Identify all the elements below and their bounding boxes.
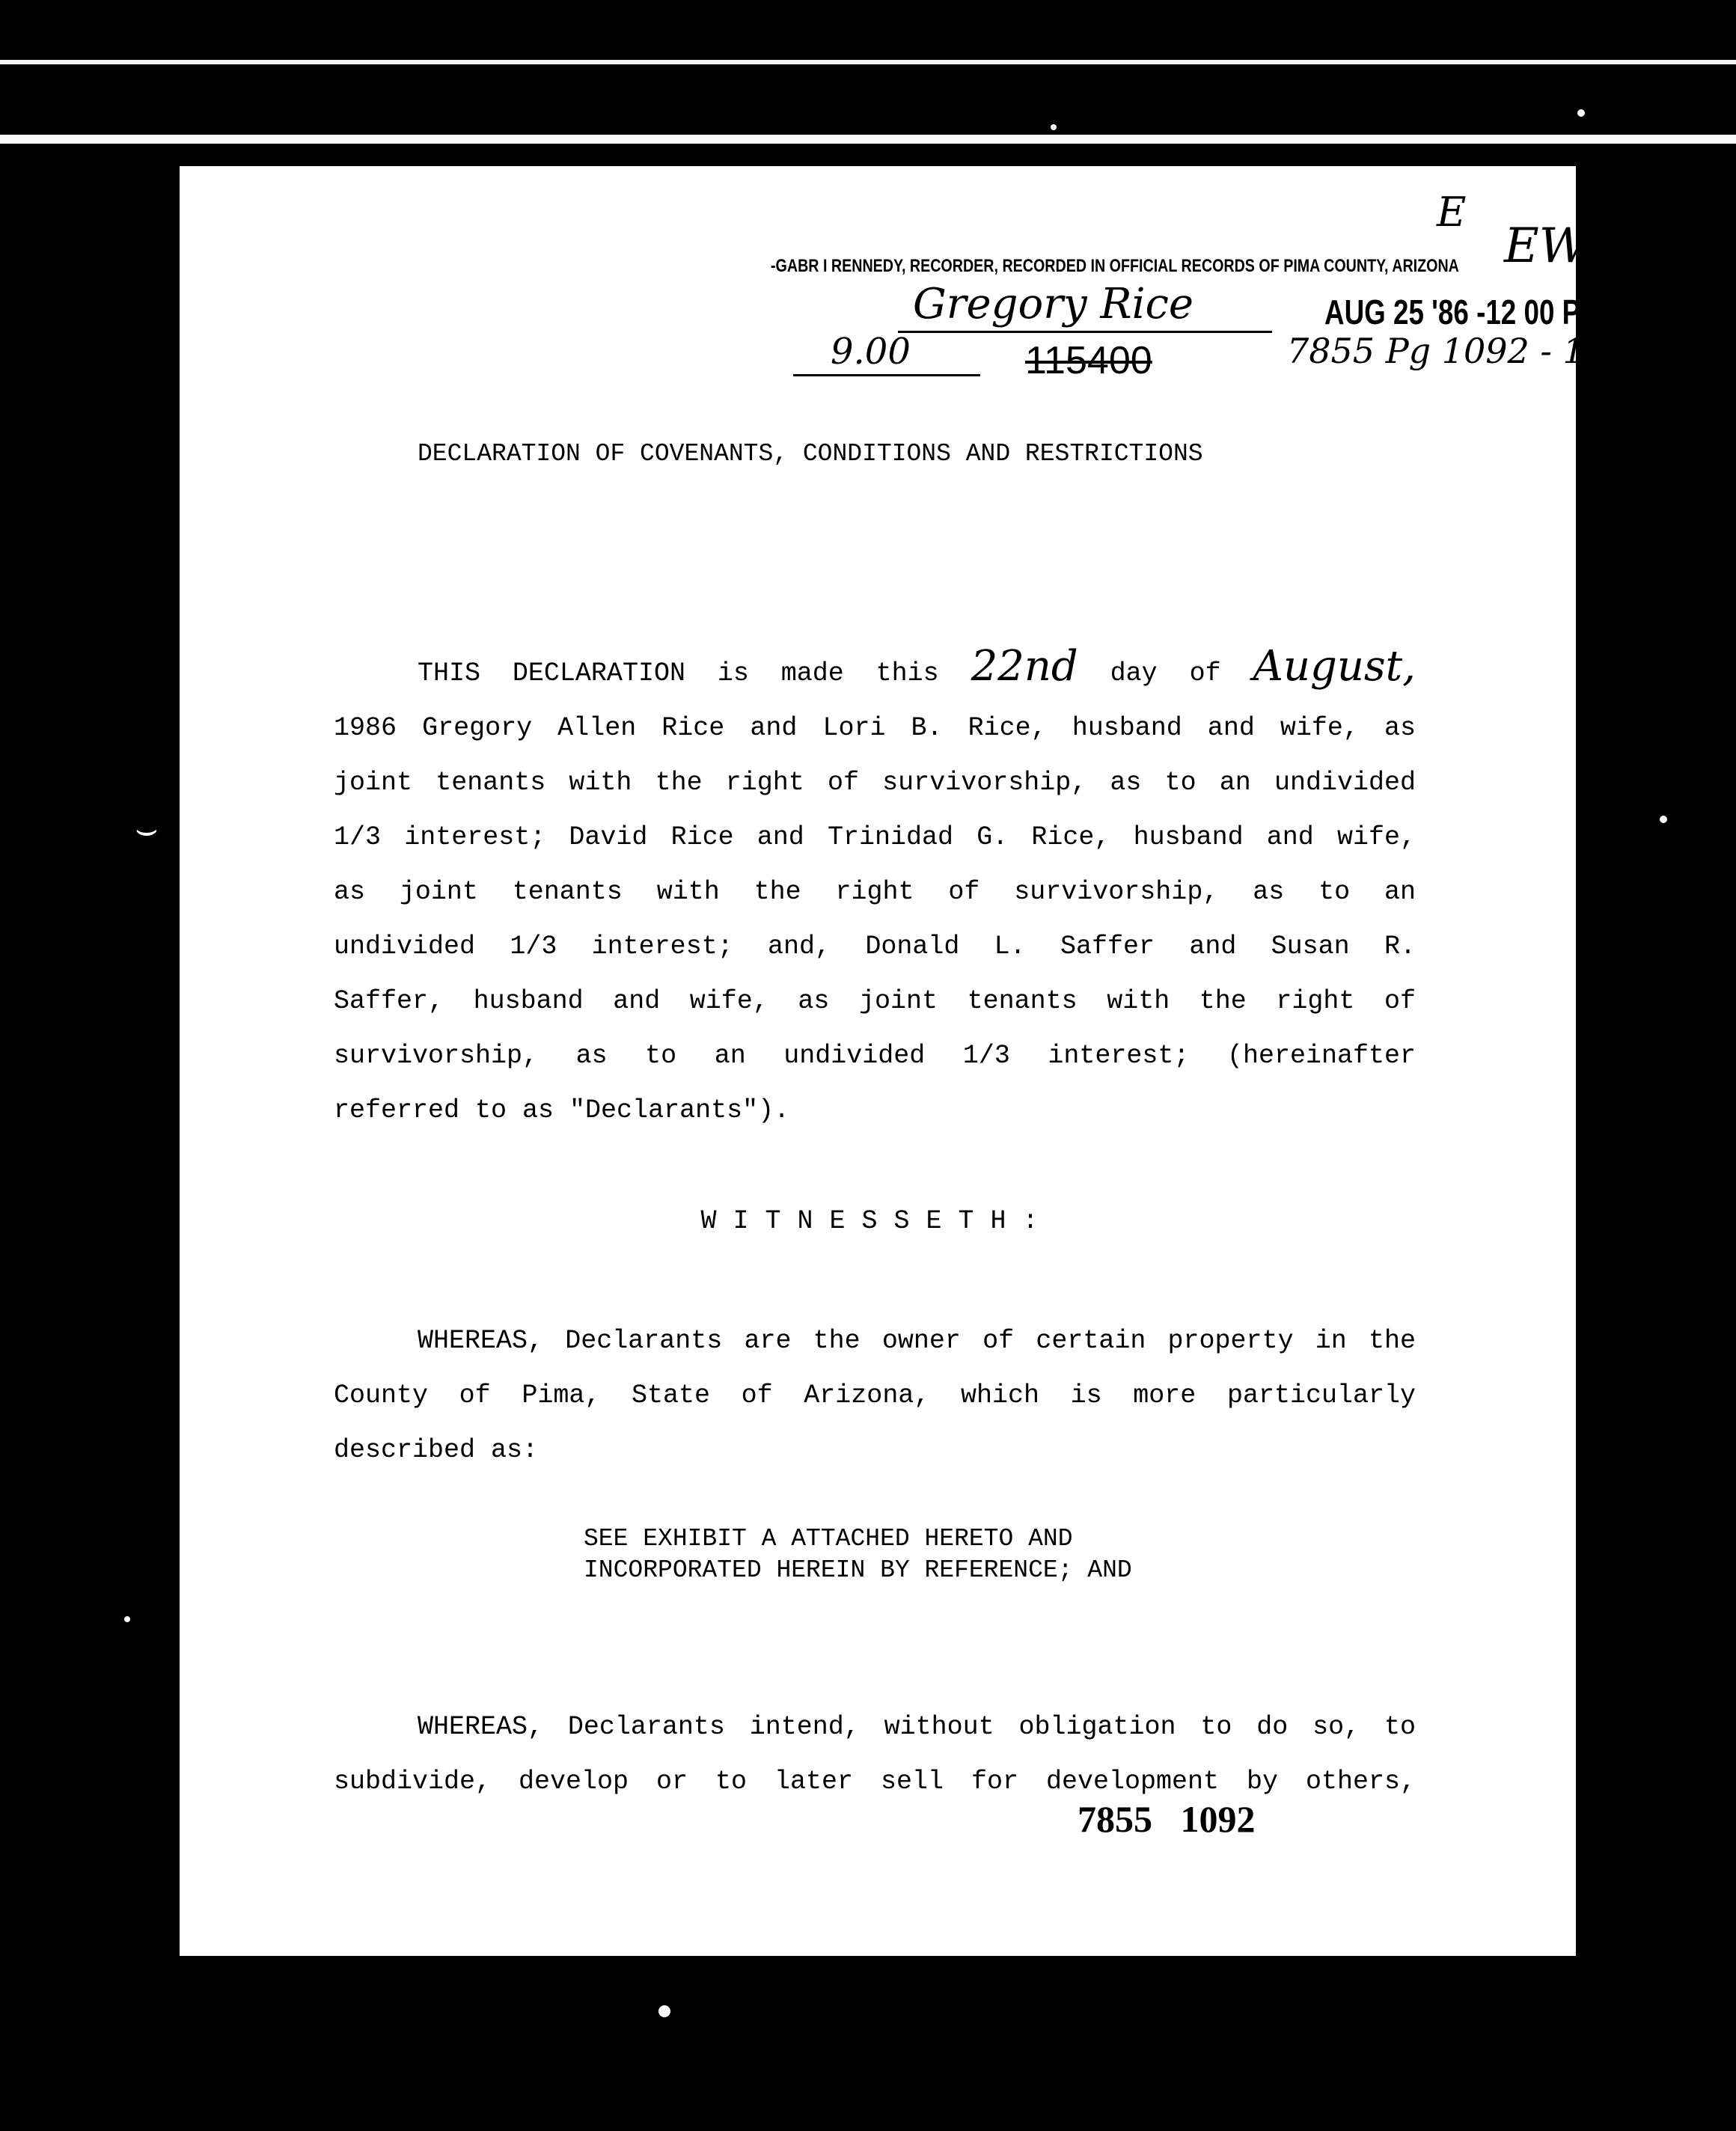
paragraph-line: County of Pima, State of Arizona, which is more particularly [334, 1381, 1416, 1410]
witnesseth-heading: WITNESSETH: [700, 1206, 1055, 1236]
paragraph-line: referred to as "Declarants"). [334, 1095, 790, 1125]
paragraph-line: survivorship, as to an undivided 1/3 interest; (hereinafter [334, 1041, 1416, 1071]
scan-speck [1660, 816, 1667, 823]
scan-speck [658, 2005, 670, 2017]
paragraph-line: 1986 Gregory Allen Rice and Lori B. Rice, husband and wife, as [334, 713, 1416, 743]
stamp-underline [793, 374, 980, 376]
exhibit-line: INCORPORATED HEREIN BY REFERENCE; AND [584, 1556, 1132, 1584]
stamp-underline [898, 331, 1272, 333]
paragraph-line: WHEREAS, Declarants are the owner of certain property in the [418, 1326, 1416, 1356]
handwritten-day: 22nd [971, 642, 1078, 691]
paragraph-line: 1/3 interest; David Rice and Trinidad G. Rice, husband and wife, [334, 822, 1416, 852]
scan-speck [124, 1616, 130, 1622]
document-number: 115400 [1025, 339, 1152, 382]
document-title: DECLARATION OF COVENANTS, CONDITIONS AND RESTRICTIONS [418, 440, 1203, 468]
paragraph-line: WHEREAS, Declarants intend, without obligation to do so, to [418, 1712, 1416, 1742]
book-page-reference: 7855 Pg 1092 - 1100 [1287, 331, 1651, 371]
paragraph-line: as joint tenants with the right of survivorship, as to an [334, 877, 1416, 907]
corner-mark: E [1437, 189, 1467, 236]
book-number: 7855 [1078, 1798, 1152, 1840]
scan-artifact-line [0, 135, 1736, 144]
scan-speck [1577, 109, 1585, 117]
book-page-footer [1078, 1797, 1256, 1841]
declaration-paragraph [334, 639, 1416, 1138]
handwritten-month: August, [1253, 642, 1416, 691]
paragraph-line: THIS DECLARATION is made this 22nd day of August, [418, 642, 1416, 691]
scan-speck [1051, 124, 1057, 130]
recording-fee: 9.00 [831, 331, 911, 373]
paragraph-line: described as: [334, 1435, 539, 1465]
margin-mark: ⌣ [135, 808, 159, 850]
document-page [180, 166, 1651, 1956]
paragraph-line: joint tenants with the right of survivorship, as to an undivided [334, 768, 1416, 798]
whereas-property-paragraph [334, 1314, 1416, 1478]
recorder-header: -GABR I RENNEDY, RECORDER, RECORDED IN OFFICIAL RECORDS OF PIMA COUNTY, ARIZONA [771, 256, 1459, 276]
scan-artifact-line [0, 60, 1736, 64]
paragraph-line: undivided 1/3 interest; and, Donald L. Saffer and Susan R. [334, 932, 1416, 961]
recording-stamp [771, 218, 1651, 450]
recorder-signature: Gregory Rice [913, 280, 1194, 328]
whereas-intent-paragraph [334, 1700, 1416, 1809]
recorded-date-time: AUG 25 '86 -12 00 PM [1324, 293, 1604, 331]
paragraph-line: subdivide, develop or to later sell for development by others, [334, 1767, 1416, 1797]
paragraph-line: Saffer, husband and wife, as joint tenants with the right of [334, 986, 1416, 1016]
clerk-initials: EW [1504, 218, 1589, 274]
exhibit-line: SEE EXHIBIT A ATTACHED HERETO AND [584, 1525, 1073, 1553]
exhibit-reference [584, 1523, 1132, 1586]
page-number: 1092 [1180, 1798, 1256, 1840]
